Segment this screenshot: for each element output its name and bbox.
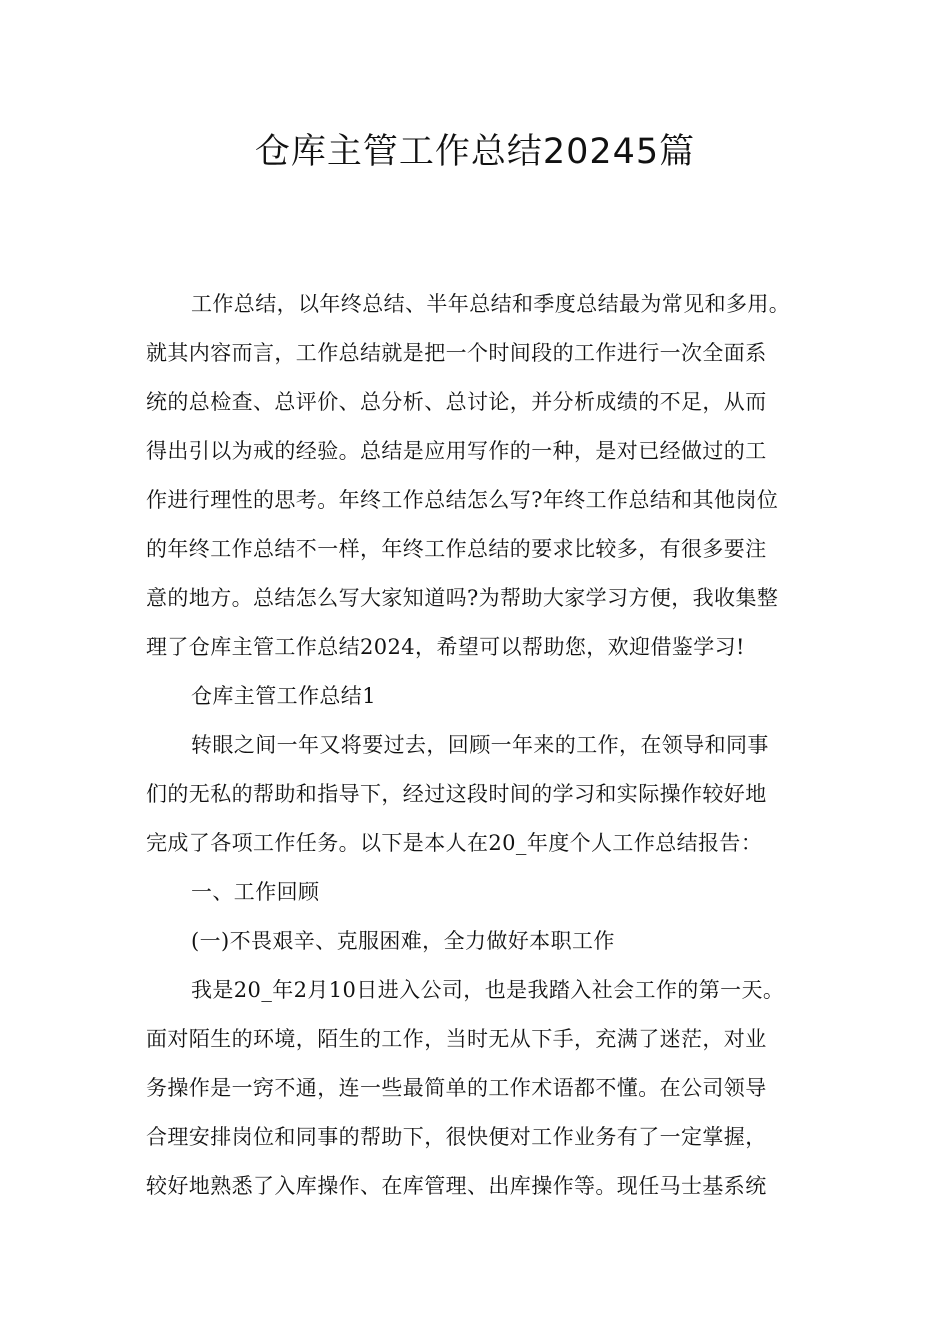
text-line: 一、工作回顾 [191, 880, 320, 904]
text-line: 转眼之间一年又将要过去，回顾一年来的工作，在领导和同事 [191, 733, 769, 757]
text-line: 理了仓库主管工作总结2024，希望可以帮助您，欢迎借鉴学习! [146, 635, 745, 659]
text-line: 们的无私的帮助和指导下，经过这段时间的学习和实际操作较好地 [146, 782, 767, 806]
text-line: 较好地熟悉了入库操作、在库管理、出库操作等。现任马士基系统 [146, 1174, 767, 1198]
text-line: 统的总检查、总评价、总分析、总讨论，并分析成绩的不足，从而 [146, 390, 767, 414]
text-line: 的年终工作总结不一样，年终工作总结的要求比较多，有很多要注 [146, 537, 767, 561]
document-title: 仓库主管工作总结20245篇 [254, 132, 696, 172]
text-line: 完成了各项工作任务。以下是本人在20_年度个人工作总结报告： [146, 831, 763, 855]
text-line: 面对陌生的环境，陌生的工作，当时无从下手，充满了迷茫，对业 [146, 1027, 767, 1051]
text-line: 我是20_年2月10日进入公司，也是我踏入社会工作的第一天。 [191, 978, 785, 1002]
text-line: 得出引以为戒的经验。总结是应用写作的一种，是对已经做过的工 [146, 439, 767, 463]
text-line: 务操作是一窍不通，连一些最简单的工作术语都不懂。在公司领导 [146, 1076, 767, 1100]
document-body [146, 280, 821, 1211]
text-line: 就其内容而言，工作总结就是把一个时间段的工作进行一次全面系 [146, 341, 767, 365]
text-line: 合理安排岗位和同事的帮助下，很快便对工作业务有了一定掌握， [146, 1125, 767, 1149]
text-line: 意的地方。总结怎么写大家知道吗?为帮助大家学习方便，我收集整 [146, 586, 779, 610]
text-line: 工作总结，以年终总结、半年总结和季度总结最为常见和多用。 [191, 292, 791, 316]
text-line: (一)不畏艰辛、克服困难，全力做好本职工作 [191, 929, 615, 953]
text-line: 作进行理性的思考。年终工作总结怎么写?年终工作总结和其他岗位 [146, 488, 779, 512]
text-line: 仓库主管工作总结1 [191, 684, 376, 708]
